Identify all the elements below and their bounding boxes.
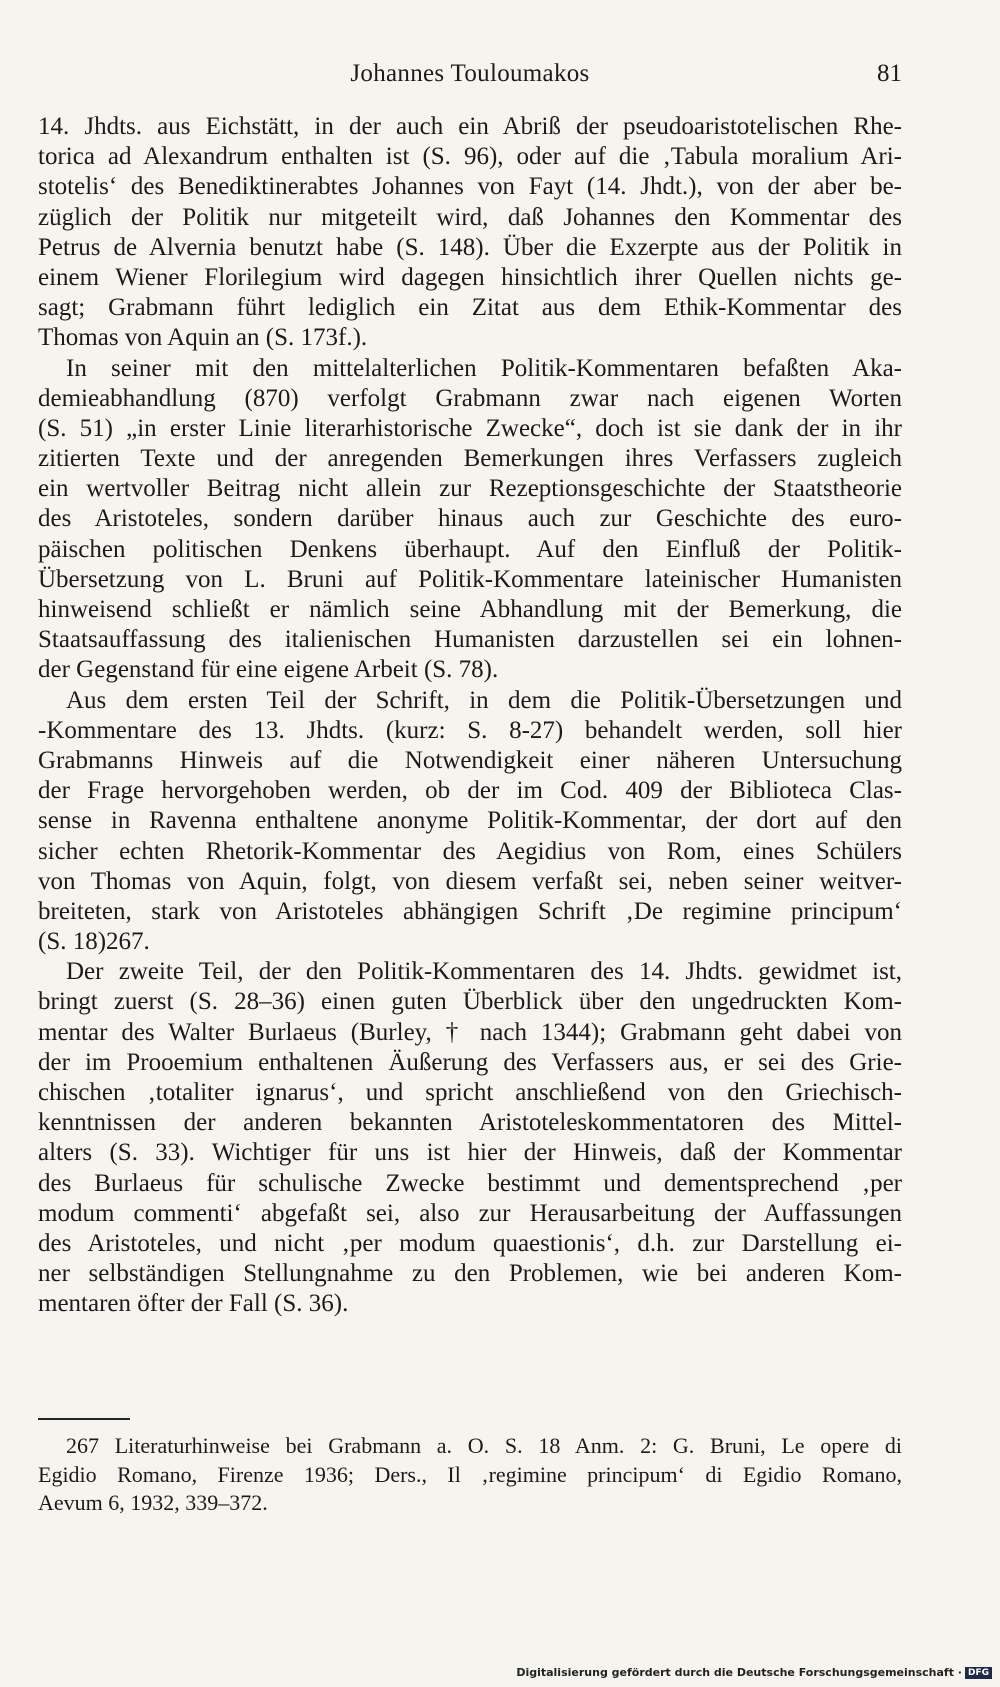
main-text — [38, 112, 902, 1320]
text-line: ner selbständigen Stellungnahme zu den Problemen, wie bei anderen Kom- — [38, 1260, 902, 1288]
page-header — [38, 60, 902, 100]
text-line: Aus dem ersten Teil der Schrift, in dem die Politik-Übersetzungen und — [66, 686, 902, 714]
dfg-logo: DFG — [965, 1667, 992, 1679]
text-line: 14. Jhdts. aus Eichstätt, in der auch ein Abriß der pseudoaristotelischen Rhe- — [38, 113, 902, 140]
text-line: von Thomas von Aquin, folgt, von diesem verfaßt sei, neben seiner weitver- — [38, 867, 902, 895]
text-line: demieabhandlung (870) verfolgt Grabmann zwar nach eigenen Worten — [38, 384, 902, 412]
text-line: der Frage hervorgehoben werden, ob der im Cod. 409 der Biblioteca Clas- — [38, 777, 902, 805]
text-line: Staatsauffassung des italienischen Humanisten darzustellen sei ein lohnen- — [38, 626, 902, 654]
text-line: In seiner mit den mittelalterlichen Politik-Kommentaren befaßten Aka- — [66, 354, 902, 382]
text-line: züglich der Politik nur mitgeteilt wird, daß Johannes den Kommentar des — [38, 203, 902, 231]
footnote — [38, 1432, 902, 1518]
text-line: Petrus de Alvernia benutzt habe (S. 148). Über die Exzerpte aus der Politik in — [38, 233, 902, 261]
footnote-line: 267 Literaturhinweise bei Grabmann a. O. S. 18 Anm. 2: G. Bruni, Le opere di — [66, 1433, 902, 1458]
text-line: alters (S. 33). Wichtiger für uns ist hier der Hinweis, daß der Kommentar — [38, 1139, 902, 1167]
text-line: Thomas von Aquin an (S. 173f.). — [38, 324, 368, 352]
text-line: torica ad Alexandrum enthalten ist (S. 96), oder auf die ‚Tabula moralium Ari- — [38, 143, 902, 171]
credit-text: Digitalisierung gefördert durch die Deutsche Forschungsgemeinschaft · — [516, 1666, 962, 1679]
text-line: kenntnissen der anderen bekannten Aristoteleskommentatoren des Mittel- — [38, 1109, 902, 1137]
text-line: hinweisend schließt er nämlich seine Abhandlung mit der Bemerkung, die — [38, 596, 902, 623]
text-line: sicher echten Rhetorik-Kommentar des Aegidius von Rom, eines Schülers — [38, 837, 902, 865]
text-line: der im Prooemium enthaltenen Äußerung des Verfassers aus, er sei des Grie- — [38, 1048, 902, 1076]
text-line: (S. 18)267. — [38, 928, 150, 956]
text-line: chischen ‚totaliter ignarus‘, und spricht anschließend von den Griechisch- — [38, 1079, 902, 1106]
text-line: der Gegenstand für eine eigene Arbeit (S. 78). — [38, 656, 499, 684]
text-line: des Burlaeus für schulische Zwecke bestimmt und dementsprechend ‚per — [38, 1169, 902, 1197]
footnote-rule — [38, 1418, 130, 1420]
running-head: Johannes Touloumakos — [350, 60, 590, 87]
text-line: sagt; Grabmann führt lediglich ein Zitat aus dem Ethik-Kommentar des — [38, 294, 902, 322]
text-line: des Aristoteles, und nicht ‚per modum quaestionis‘, d.h. zur Darstellung ei- — [38, 1229, 902, 1257]
text-line: stotelis‘ des Benediktinerabtes Johannes von Fayt (14. Jhdt.), von der aber be- — [38, 173, 902, 201]
digitization-credit — [516, 1666, 992, 1679]
text-line: mentar des Walter Burlaeus (Burley, † nach 1344); Grabmann geht dabei von — [38, 1018, 902, 1046]
text-line: breiteten, stark von Aristoteles abhängigen Schrift ‚De regimine principum‘ — [38, 897, 902, 925]
text-line: Der zweite Teil, der den Politik-Kommentaren des 14. Jhdts. gewidmet ist, — [66, 958, 902, 986]
text-line: des Aristoteles, sondern darüber hinaus auch zur Geschichte des euro- — [38, 505, 902, 533]
text-line: (S. 51) „in erster Linie literarhistorische Zwecke“, doch ist sie dank der in ihr — [38, 414, 902, 442]
text-line: ein wertvoller Beitrag nicht allein zur Rezeptionsgeschichte der Staatstheorie — [38, 475, 902, 503]
page-number: 81 — [877, 60, 902, 87]
footnote-line: Egidio Romano, Firenze 1936; Ders., Il ‚regimine principum‘ di Egidio Romano, — [38, 1461, 902, 1487]
text-line: bringt zuerst (S. 28–36) einen guten Überblick über den ungedruckten Kom- — [38, 988, 902, 1016]
text-line: -Kommentare des 13. Jhdts. (kurz: S. 8-27) behandelt werden, soll hier — [38, 716, 902, 744]
text-line: mentaren öfter der Fall (S. 36). — [38, 1290, 349, 1318]
text-line: Grabmanns Hinweis auf die Notwendigkeit einer näheren Untersuchung — [38, 746, 902, 774]
text-line: Übersetzung von L. Bruni auf Politik-Kommentare lateinischer Humanisten — [38, 565, 902, 593]
footnote-line: Aevum 6, 1932, 339–372. — [38, 1490, 268, 1515]
text-line: einem Wiener Florilegium wird dagegen hinsichtlich ihrer Quellen nichts ge- — [38, 263, 902, 291]
text-line: zitierten Texte und der anregenden Bemerkungen ihres Verfassers zugleich — [38, 445, 902, 473]
text-line: päischen politischen Denkens überhaupt. Auf den Einfluß der Politik- — [38, 535, 902, 563]
text-line: modum commenti‘ abgefaßt sei, also zur Herausarbeitung der Auffassungen — [38, 1199, 902, 1227]
text-line: sense in Ravenna enthaltene anonyme Politik-Kommentar, der dort auf den — [38, 807, 902, 835]
